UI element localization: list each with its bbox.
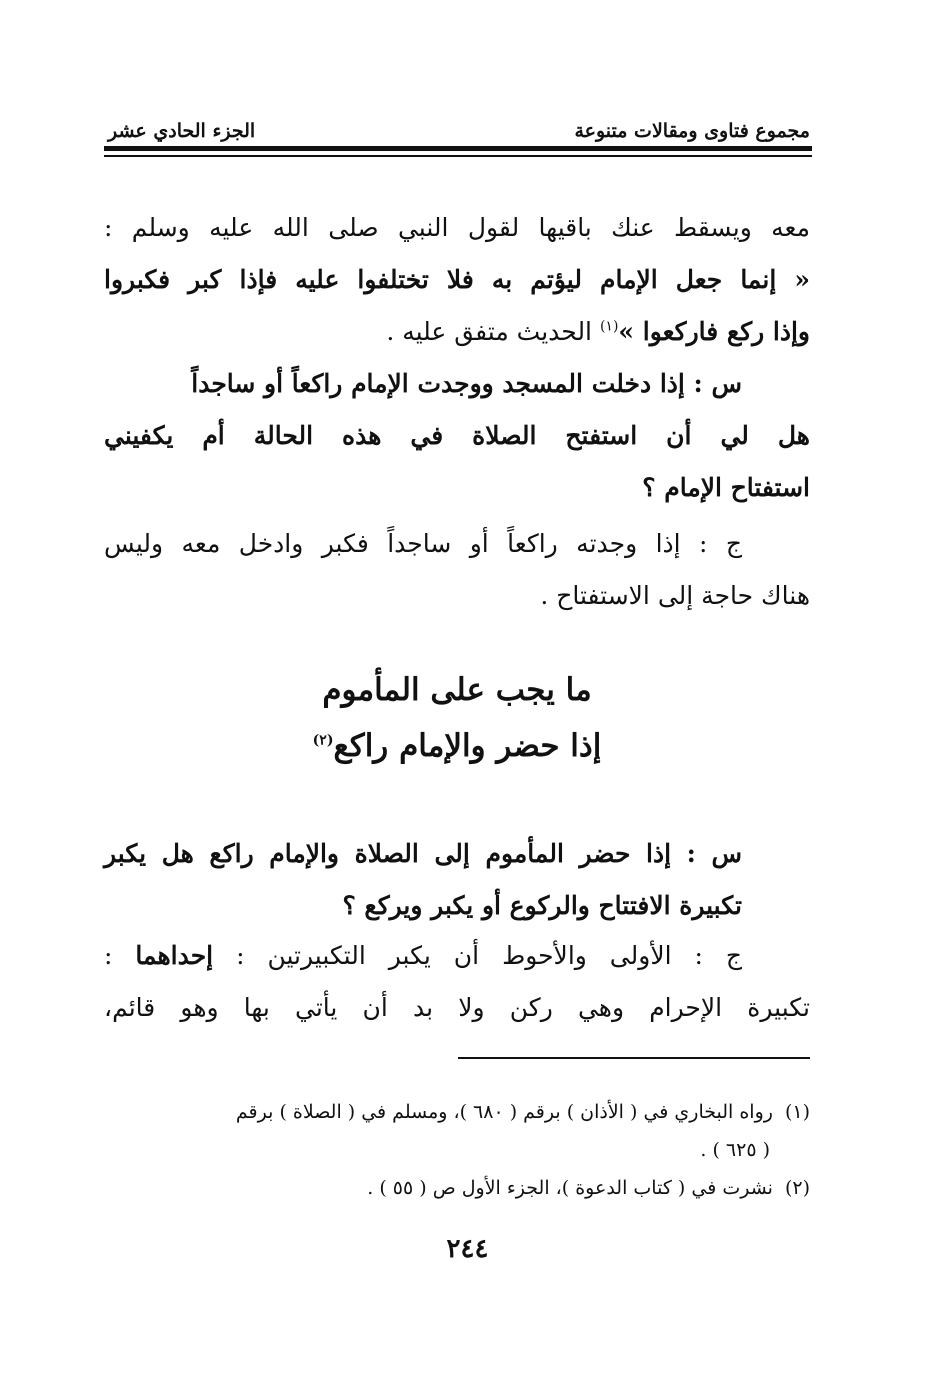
- paragraph-hadith: [104, 202, 810, 358]
- footnote-text: رواه البخاري في ( الأذان ) برقم ( ٦٨٠ )، ومسلم في ( الصلاة ) برقم: [235, 1101, 773, 1123]
- hadith-quote-line: « إنما جعل الإمام ليؤتم به فلا تختلفوا عليه فإذا كبر فكبروا: [104, 265, 810, 294]
- footnote-2: [104, 1169, 810, 1207]
- question-2: [104, 828, 810, 932]
- footnote-separator: [458, 1057, 810, 1059]
- header-rule: [104, 146, 812, 151]
- footnote-ref-2: (٢): [312, 732, 334, 749]
- question-line: تكبيرة الافتتاح والركوع أو يكبر ويركع ؟: [342, 891, 742, 920]
- volume-label: الجزء الحادي عشر: [108, 120, 256, 142]
- page-number: ٢٤٤: [446, 1234, 489, 1264]
- answer-line: تكبيرة الإحرام وهي ركن ولا بد أن يأتي بها وهو قائم،: [104, 993, 810, 1022]
- footnote-1-continued: ( ٦٢٥ ) .: [700, 1139, 770, 1161]
- answer-emphasis: إحداهما: [135, 941, 214, 970]
- answer-line: ج : إذا وجدته راكعاً أو ساجداً فكبر وادخل معه وليس: [104, 529, 742, 558]
- question-1: [104, 358, 810, 514]
- text-line: معه ويسقط عنك باقيها لقول النبي صلى الله عليه وسلم :: [104, 213, 810, 242]
- footnotes: [104, 1093, 810, 1207]
- header-rule-thin: [104, 155, 812, 157]
- answer-text: ج : الأولى والأحوط أن يكبر التكبيرتين :: [213, 941, 742, 970]
- book-title: مجموع فتاوى ومقالات متنوعة: [574, 120, 810, 142]
- section-heading: [104, 662, 810, 774]
- heading-line-text: إذا حضر والإمام راكع: [333, 728, 602, 764]
- question-line: هل لي أن استفتح الصلاة في هذه الحالة أم يكفيني: [104, 421, 810, 450]
- hadith-quote-end: وإذا ركع فاركعوا »: [618, 317, 810, 346]
- question-line: س : إذا دخلت المسجد ووجدت الإمام راكعاً أو ساجداً: [191, 369, 742, 398]
- text-line: [104, 306, 810, 358]
- question-line: س : إذا حضر المأموم إلى الصلاة والإمام راكع هل يكبر: [104, 839, 742, 868]
- question-line: استفتاح الإمام ؟: [642, 473, 810, 502]
- footnote-number: (١): [784, 1101, 810, 1123]
- heading-line: [104, 718, 810, 774]
- footnote-1: [104, 1093, 810, 1131]
- hadith-source: الحديث متفق عليه .: [386, 317, 600, 346]
- answer-line: [104, 930, 810, 982]
- answer-2: [104, 930, 810, 1034]
- running-header: [108, 112, 810, 142]
- answer-1: [104, 518, 810, 622]
- answer-line: هناك حاجة إلى الاستفتاح .: [540, 581, 810, 610]
- footnote-text: نشرت في ( كتاب الدعوة )، الجزء الأول ص ( ٥٥ ) .: [367, 1177, 773, 1199]
- footnote-number: (٢): [784, 1177, 810, 1199]
- heading-line: ما يجب على المأموم: [322, 672, 592, 708]
- footnote-ref-1: (١): [599, 318, 619, 335]
- answer-text: :: [104, 941, 136, 970]
